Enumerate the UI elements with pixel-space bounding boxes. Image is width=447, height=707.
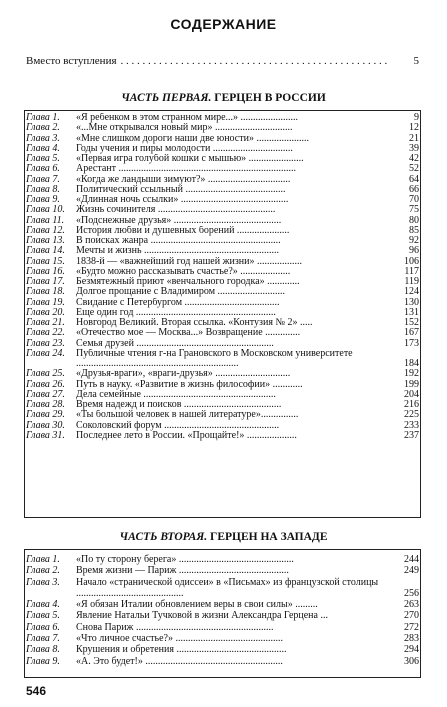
toc-entry (26, 400, 419, 410)
chapter-page: 216 (404, 399, 419, 410)
chapter-title: Последнее лето в России. «Прощайте!» .................... (76, 430, 297, 441)
toc-entry (26, 610, 419, 621)
toc-entry (26, 236, 419, 246)
chapter-label: Глава 22. (26, 327, 65, 339)
chapter-title: Мечты и жизнь ...................................................... (76, 246, 280, 257)
chapter-title: «Мне слишком дороги наши две юности» ..................... (76, 133, 309, 144)
chapter-title: «Когда же ландыши зимуют?» ................................. (76, 174, 291, 185)
chapter-title: «Подснежные друзья» ........................................... (76, 215, 282, 226)
part1-heading (0, 92, 447, 104)
toc-entry (26, 328, 419, 338)
chapter-label: Глава 2. (26, 565, 60, 577)
chapter-label: Глава 5. (26, 610, 60, 622)
chapter-page: 66 (409, 183, 419, 195)
chapter-page: 106 (404, 255, 419, 267)
chapter-label: Глава 6. (26, 163, 60, 175)
chapter-label: Глава 14. (26, 245, 65, 257)
chapter-title: «...Мне открывался новый мир» ............................... (76, 123, 293, 134)
toc-entry (26, 410, 419, 420)
chapter-label: Глава 1. (26, 112, 60, 123)
chapter-page: 256 (404, 587, 419, 599)
toc-entry (26, 633, 419, 644)
toc-entry (26, 380, 419, 390)
chapter-label: Глава 13. (26, 235, 65, 246)
chapter-label: Глава 28. (26, 399, 65, 410)
chapter-title: «По ту сторону берега» .............................................. (76, 554, 294, 565)
toc-entry (26, 246, 419, 256)
toc-entry (26, 390, 419, 400)
chapter-page: 12 (409, 122, 419, 134)
chapter-page: 263 (404, 599, 419, 611)
chapter-page: 244 (404, 554, 419, 565)
chapter-page: 192 (404, 368, 419, 380)
toc-entry (26, 205, 419, 215)
toc-entry (26, 656, 419, 667)
chapter-page: 225 (404, 409, 419, 421)
chapter-label: Глава 29. (26, 409, 65, 421)
chapter-page: 64 (409, 173, 419, 185)
chapter-label: Глава 15. (26, 255, 65, 267)
intro-title: Вместо вступления (26, 55, 117, 67)
chapter-title: Жизнь сочинителя ............................................... (76, 205, 276, 216)
chapter-title: Семья друзей ....................................................... (76, 338, 274, 349)
chapter-label: Глава 9. (26, 194, 60, 205)
chapter-label: Глава 27. (26, 388, 65, 400)
chapter-label: Глава 23. (26, 337, 65, 349)
chapter-label: Глава 31. (26, 429, 65, 441)
chapter-page: 272 (404, 621, 419, 633)
part2-title: ГЕРЦЕН НА ЗАПАДЕ (210, 531, 328, 543)
chapter-page: 21 (409, 132, 419, 144)
toc-entry (26, 349, 419, 370)
toc-entry (26, 185, 419, 195)
toc-entry (26, 431, 419, 441)
toc-entry (26, 113, 419, 123)
toc-entry (26, 599, 419, 610)
part2-label: ЧАСТЬ ВТОРАЯ. (119, 531, 208, 543)
chapter-title: Путь в науку. «Развитие в жизнь философии» ............ (76, 379, 303, 390)
chapter-label: Глава 1. (26, 554, 60, 565)
chapter-label: Глава 30. (26, 419, 65, 431)
chapter-page: 283 (404, 633, 419, 645)
toc-entry (26, 267, 419, 277)
chapter-page: 249 (404, 565, 419, 577)
chapter-title: Арестант ....................................................................... (76, 164, 296, 175)
chapter-title: Начало «странической одиссеи» в «Письмах» из французской столицы ........................................... (76, 576, 379, 599)
chapter-label: Глава 8. (26, 183, 60, 195)
part1-toc (26, 113, 419, 441)
toc-entry (26, 369, 419, 379)
chapter-label: Глава 10. (26, 204, 65, 216)
part1-title: ГЕРЦЕН В РОССИИ (214, 92, 326, 104)
chapter-label: Глава 4. (26, 142, 60, 154)
chapter-page: 152 (404, 317, 419, 328)
chapter-title: «Что личное счастье?» ........................................... (76, 633, 283, 645)
toc-entry (26, 257, 419, 267)
chapter-title: «Друзья-враги», «враги-друзья» .............................. (76, 369, 291, 380)
chapter-page: 270 (404, 610, 419, 622)
toc-entry (26, 308, 419, 318)
chapter-title: Годы учения и пиры молодости ................................ (76, 143, 293, 154)
chapter-title: История любви и душевных борений ..................... (76, 225, 290, 236)
chapter-page: 130 (404, 296, 419, 308)
toc-entry (26, 164, 419, 174)
chapter-label: Глава 19. (26, 296, 65, 308)
chapter-title: «Длинная ночь ссылки» ........................................... (76, 195, 289, 205)
chapter-page: 96 (409, 245, 419, 257)
chapter-page: 233 (404, 419, 419, 431)
chapter-label: Глава 12. (26, 224, 65, 236)
chapter-page: 167 (404, 327, 419, 339)
chapter-title: В поисках жанра .................................................... (76, 236, 281, 246)
chapter-page: 80 (409, 214, 419, 226)
chapter-title: Крушения и обретения ............................................ (76, 644, 287, 656)
toc-entry (26, 154, 419, 164)
part2-toc (26, 554, 419, 667)
toc-entry (26, 339, 419, 349)
chapter-title: «Первая игра голубой кошки с мышью» ...................... (76, 154, 304, 164)
toc-entry (26, 277, 419, 287)
toc-entry (26, 226, 419, 236)
chapter-label: Глава 25. (26, 368, 65, 380)
chapter-title: «А. Это будет!» ....................................................... (76, 655, 283, 667)
chapter-label: Глава 3. (26, 576, 60, 588)
chapter-label: Глава 7. (26, 173, 60, 185)
chapter-title: «Будто можно рассказывать счастье?» .................... (76, 266, 291, 277)
chapter-page: 9 (414, 112, 419, 123)
chapter-label: Глава 21. (26, 317, 65, 328)
toc-entry (26, 175, 419, 185)
page-title: СОДЕРЖАНИЕ (170, 16, 277, 32)
toc-entry (26, 134, 419, 144)
chapter-page: 204 (404, 388, 419, 400)
toc-entry (26, 421, 419, 431)
chapter-label: Глава 9. (26, 655, 60, 667)
toc-entry (26, 577, 419, 600)
chapter-page: 52 (409, 163, 419, 175)
chapter-page: 85 (409, 224, 419, 236)
toc-entry (26, 216, 419, 226)
toc-entry (26, 565, 419, 576)
chapter-page: 306 (404, 655, 419, 667)
chapter-title: Соколовский форум .............................................. (76, 420, 280, 431)
chapter-label: Глава 20. (26, 306, 65, 318)
chapter-page: 184 (404, 358, 419, 369)
chapter-page: 119 (404, 276, 419, 287)
toc-entry (26, 622, 419, 633)
chapter-page: 39 (409, 142, 419, 154)
chapter-title: Явление Натальи Тучковой в жизни Александра Герцена ... (76, 610, 328, 622)
chapter-page: 294 (404, 644, 419, 656)
chapter-title: Публичные чтения г-на Грановского в Московском университете ................................................................. (76, 348, 353, 369)
chapter-page: 173 (404, 337, 419, 349)
chapter-label: Глава 6. (26, 621, 60, 633)
chapter-title: Еще один год ........................................................ (76, 307, 276, 318)
chapter-page: 42 (409, 153, 419, 164)
chapter-title: Снова Париж ....................................................... (76, 621, 274, 633)
toc-entry (26, 123, 419, 133)
chapter-page: 199 (404, 378, 419, 390)
chapter-label: Глава 11. (26, 214, 65, 226)
chapter-title: Политический ссыльный ........................................ (76, 184, 286, 195)
chapter-page: 75 (409, 204, 419, 216)
toc-entry (26, 318, 419, 328)
chapter-label: Глава 2. (26, 122, 60, 134)
chapter-page: 237 (404, 429, 419, 441)
chapter-title: Свидание с Петербургом ...................................... (76, 297, 280, 308)
page-number: 546 (26, 684, 47, 698)
chapter-page: 131 (404, 306, 419, 318)
chapter-label: Глава 16. (26, 265, 65, 277)
chapter-label: Глава 8. (26, 644, 60, 656)
chapter-page: 124 (404, 286, 419, 298)
chapter-label: Глава 4. (26, 599, 60, 611)
chapter-title: «Ты большой человек в нашей литературе»............... (76, 410, 299, 421)
chapter-title: Дела семейные ..................................................... (76, 389, 276, 400)
chapter-page: 117 (404, 265, 419, 277)
chapter-label: Глава 26. (26, 378, 65, 390)
intro-leader: . . . . . . . . . . . . . . . . . . . . . . . . . . . . . . . . . . . . . . . . . . . . . . . . . (120, 55, 388, 67)
intro-page: 5 (413, 55, 419, 67)
toc-entry (26, 287, 419, 297)
chapter-page: 70 (409, 194, 419, 205)
chapter-title: «Я ребенком в этом странном мире...» ....................... (76, 113, 299, 123)
chapter-label: Глава 24. (26, 347, 65, 359)
toc-entry (26, 298, 419, 308)
chapter-label: Глава 17. (26, 276, 65, 287)
chapter-title: 1838-й — «важнейший год нашей жизни» .................. (76, 256, 303, 267)
part1-label: ЧАСТЬ ПЕРВАЯ. (121, 92, 212, 104)
chapter-label: Глава 7. (26, 633, 60, 645)
chapter-title: Время жизни — Париж ............................................ (76, 565, 289, 577)
chapter-title: «Я обязан Италии обновлением веры в свои силы» ......... (76, 599, 318, 611)
chapter-title: «Отечество мое — Москва...» Возвращение .............. (76, 328, 301, 339)
chapter-label: Глава 5. (26, 153, 60, 164)
chapter-label: Глава 3. (26, 132, 60, 144)
chapter-label: Глава 18. (26, 286, 65, 298)
chapter-title: Долгое прощание с Владимиром ........................... (76, 287, 286, 298)
toc-entry (26, 195, 419, 205)
chapter-title: Новгород Великий. Вторая ссылка. «Контузия № 2» ..... (76, 318, 313, 328)
toc-entry (26, 554, 419, 565)
part2-heading (0, 531, 447, 543)
toc-entry (26, 144, 419, 154)
intro-entry (26, 55, 419, 67)
chapter-title: Время надежд и поисков ....................................... (76, 400, 282, 410)
toc-entry (26, 644, 419, 655)
chapter-page: 92 (409, 235, 419, 246)
chapter-title: Безмятежный приют «венчального городка» ............. (76, 277, 300, 287)
